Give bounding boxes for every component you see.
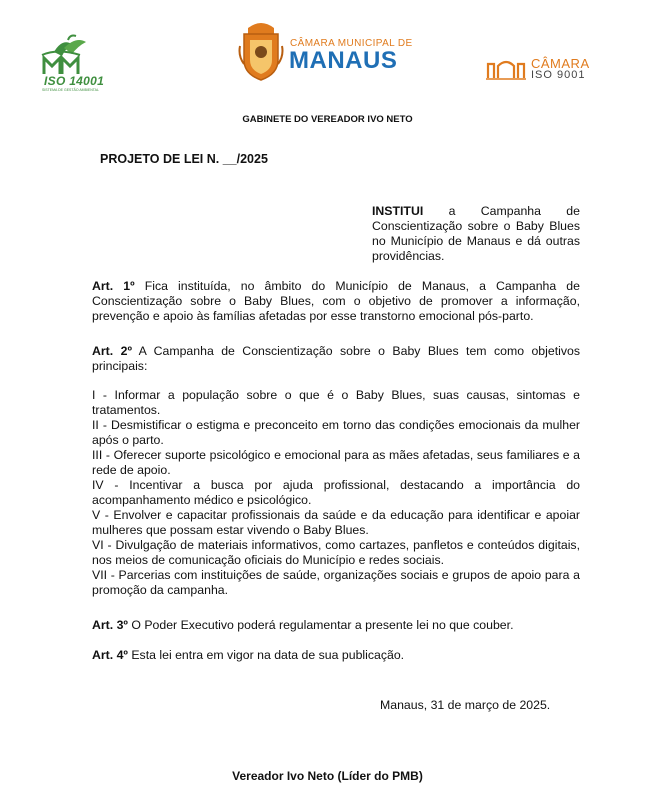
manaus-label: MANAUS bbox=[289, 47, 398, 74]
camara-iso-top-label: CÂMARA bbox=[531, 56, 590, 71]
article-2 bbox=[92, 344, 580, 374]
article-3 bbox=[92, 618, 580, 633]
letterhead bbox=[0, 0, 655, 110]
article-3-text: O Poder Executivo poderá regulamentar a presente lei no que couber. bbox=[127, 618, 514, 632]
camara-building-icon bbox=[486, 58, 526, 80]
article-4-text: Esta lei entra em vigor na data de sua publicação. bbox=[127, 648, 405, 662]
list-item: V - Envolver e capacitar profissionais da saúde e da educação para identificar e apoiar mulheres que possam estar vivendo o Baby Blues. bbox=[92, 508, 580, 537]
article-2-label: Art. 2º bbox=[92, 344, 132, 358]
ementa-text: a Campanha de Conscientização sobre o Baby Blues no Município de Manaus e dá outras providências. bbox=[372, 204, 580, 263]
ementa bbox=[372, 204, 580, 264]
ementa-keyword: INSTITUI bbox=[372, 204, 424, 218]
manaus-crest-icon bbox=[238, 20, 284, 82]
iso14001-label: ISO 14001 bbox=[44, 74, 105, 88]
article-1-text: Fica instituída, no âmbito do Município de Manaus, a Campanha de Conscientização sobre o Baby Blues, com o objetivo de promover a informação, prevenção e apoio às famílias afetadas por esse transtorno emocional pós-parto. bbox=[92, 279, 580, 323]
list-item: IV - Incentivar a busca por ajuda profissional, destacando a importância do acompanhamento médico e psicológico. bbox=[92, 478, 580, 507]
article-4-label: Art. 4º bbox=[92, 648, 128, 662]
iso9001-label: ISO 9001 bbox=[531, 69, 586, 81]
list-item: VII - Parcerias com instituições de saúde, organizações sociais e grupos de apoio para a promoção da campanha. bbox=[92, 568, 580, 597]
article-2-text: A Campanha de Conscientização sobre o Baby Blues tem como objetivos principais: bbox=[92, 344, 580, 373]
projeto-title: PROJETO DE LEI N. __/2025 bbox=[100, 152, 268, 166]
signature-line: Vereador Ivo Neto (Líder do PMB) bbox=[232, 769, 423, 783]
list-item: II - Desmistificar o estigma e preconceito em torno das condições emocionais da mulher após o parto. bbox=[92, 418, 580, 447]
list-item: VI - Divulgação de materiais informativos, como cartazes, panfletos e conteúdos digitais, nos meios de comunicação oficiais do Município e redes sociais. bbox=[92, 538, 580, 567]
article-1 bbox=[92, 279, 580, 324]
article-1-label: Art. 1º bbox=[92, 279, 135, 293]
list-item: III - Oferecer suporte psicológico e emocional para as mães afetadas, seus familiares e a rede de apoio. bbox=[92, 448, 580, 477]
iso14001-sublabel: SISTEMA DE GESTÃO AMBIENTAL bbox=[42, 88, 99, 92]
list-item: I - Informar a população sobre o que é o Baby Blues, suas causas, sintomas e tratamentos. bbox=[92, 388, 580, 417]
camara-municipal-label: CÂMARA MUNICIPAL DE bbox=[290, 38, 413, 49]
article-3-label: Art. 3º bbox=[92, 618, 128, 632]
place-date: Manaus, 31 de março de 2025. bbox=[380, 698, 551, 712]
gabinete-heading: GABINETE DO VEREADOR IVO NETO bbox=[242, 114, 413, 125]
objectives-list bbox=[92, 388, 580, 598]
article-4 bbox=[92, 648, 580, 663]
